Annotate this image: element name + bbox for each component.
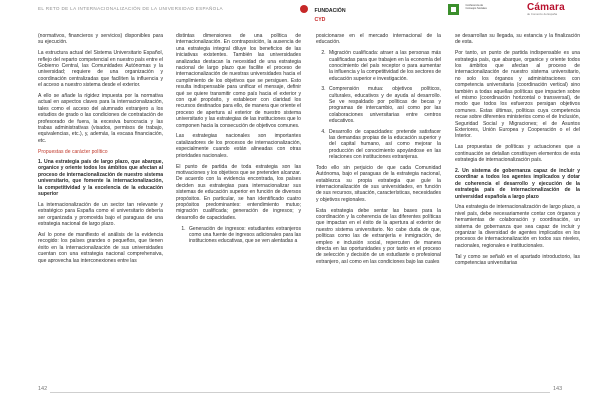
- paragraph: Las propuestas de políticas y actuaciones que a continuación se detallan constituyen elementos de esta estrategia de internacionalización país.: [455, 144, 580, 164]
- list-item: 3. Comprensión mutua: objetivos políticos, culturales, educativos y de ayuda al desarrollo. Se ve respaldado por políticas de becas y programas de intercambio, así como por las colaboraciones universitarias entre centros educativos.: [327, 86, 441, 124]
- list-item: 4. Desarrollo de capacidades: pretende satisfacer las demandas propias de la educación superior y del capital humano, así como mejorar la producción del conocimiento apoyándose en las relaciones con instituciones extranjeras.: [327, 129, 441, 161]
- page-header: [0, 0, 600, 28]
- camara-comercio-logo: [527, 2, 565, 16]
- consejos-sociales-label: Conferencia de Consejos Sociales: [465, 4, 487, 11]
- consejos-sociales-logo: [448, 4, 489, 22]
- list-item: 1. Generación de ingresos: estudiantes extranjeros como una fuente de ingresos adicionales para las instituciones educativas, que se ven alentadas a: [187, 226, 301, 245]
- paragraph: La internacionalización de un sector tan relevante y estratégico para España como el universitario debería ser organizada y promovida bajo el paraguas de una estrategia nacional de largo plazo.: [38, 201, 163, 228]
- right-page-column-2: [455, 33, 580, 388]
- right-page-column-1: [316, 33, 441, 388]
- paragraph: Una estrategia de internacionalización de largo plazo, a nivel país, debe necesariamente contar con órganos y herramientas de colaboración y coordinación, un sistema de gobernanza que sea capaz de incluir y organizar la diversidad de agentes implicados en los procesos de internacionalización en todos sus niveles, nacionales, regionales e institucionales.: [455, 204, 580, 249]
- list-item: 2. Migración cualificada: atraer a las personas más cualificadas para que trabajen en la economía del conocimiento del país receptor o para aumentar la influencia y la competitividad de los sectores de educación superior e investigación.: [327, 50, 441, 82]
- fundacion-label: FUNDACIÓN: [314, 8, 346, 14]
- page-number-left: 142: [38, 386, 48, 392]
- paragraph: La estructura actual del Sistema Universitario Español, reflejo del reparto competencial en nuestro país entre el Gobierno Central, las Comunidades Autónomas y la universidad; requiere de una organización y coordinación centralizadas que faciliten la influencia y el acceso a nuestro sistema desde el exterior.: [38, 50, 163, 89]
- left-page-column-1: [38, 33, 163, 388]
- paragraph: (normativos, financieros y servicios) disponibles para su ejecución.: [38, 33, 163, 46]
- footer-rule-left: [50, 392, 300, 393]
- footer-rule-right: [300, 392, 550, 393]
- camara-sublabel: de Comercio de España: [527, 12, 558, 16]
- paragraph: Tal y como se señaló en el apartado introductorio, las competencias universitarias: [455, 253, 580, 266]
- page-number-right: 143: [553, 386, 563, 392]
- paragraph: Así lo pone de manifiesto el análisis de la evidencia recogido: los países grandes o pequeños, que tienen éxito en la internacionalización de sus universidades cuentan con una estrategia nacional comprehensiva, que aprovecha las interconexiones entre las: [38, 231, 163, 264]
- consejos-sociales-mark-icon: [448, 4, 459, 15]
- fundacion-cyd-logo: [300, 5, 346, 23]
- proposal-title: 2. Un sistema de gobernanza capaz de incluir y coordinar a todos los agentes implicados y dotar de coherencia el desarrollo y ejecución de la estrategia país de internacionalización de la universidad española a largo plazo: [455, 167, 580, 200]
- paragraph: A ello se añade la rígidez impuesta por la normativa actual en aspectos claves para la internacionalización, tales como el acceso del alumnado extranjero a los estudios de grado o las condiciones de contratación de profesorado de fuera, la excesiva burocracia y las trabas administrativas (visados, permisos de trabajo, equivalencias, etc.), y, además, la escasa financiación, etc.: [38, 93, 163, 144]
- paragraph: El punto de partida de toda estrategia son las motivaciones y los objetivos que se pretenden alcanzar. De acuerdo con la evidencia encontrada, los países deciden sus estrategias para internacionalizar sus sistemas de educación superior en función de diversos propósitos. En particular, se han identificado cuatro propósitos predominantes: entendimiento mutuo; migración cualificada; generación de ingresos; y desarrollo de capacidades.: [176, 163, 301, 221]
- paragraph: Esta estrategia debe sentar las bases para la coordinación y la coherencia de las diferentes políticas que impactan en el éxito de la apertura al exterior de nuestro sistema universitario. No cabe duda de que, políticas como las de extranjería e inmigración, de empleo e inclusión social, repercuten de manera directa en las oportunidades y por tanto en el proceso de selección y decisión de un estudiante o profesional extranjero, así como en las condiciones bajo las cuales: [316, 207, 441, 265]
- paragraph: distintas dimensiones de una política de internacionalización. En contraposición, la ausencia de una estrategia integral diluye los beneficios de las iniciativas existentes. También las universidades analizadas destacan la necesidad de una estrategia nacional de largo plazo que facilite el proceso de internacionalización de nuestras universidades hacia el cumplimiento de los objetivos que se persiguen. Esto resulta indispensable para unificar el mensaje, definir qué se quiere transmitir como país hacia el exterior y con qué propósito, y establecer con claridad los recursos destinados para ello, de manera que oriente el proceso de apertura al exterior de nuestro sistema universitario y las estrategias de las instituciones que lo componen hacia la consecución de objetivos comunes.: [176, 33, 301, 129]
- paragraph: se desarrollan su llegada, su estancia y la finalización de esta.: [455, 33, 580, 46]
- fundacion-cyd-mark-icon: [300, 5, 308, 13]
- paragraph: posicionarse en el mercado internacional de la educación.: [316, 33, 441, 46]
- cyd-label: CYD: [314, 17, 326, 23]
- section-heading: Propuestas de carácter político: [38, 148, 108, 155]
- purposes-list: [176, 226, 301, 245]
- paragraph: Por tanto, un punto de partida indispensable es una estrategia país, que abarque, organice y oriente todos los ámbitos que afectan al proceso de internacionalización de nuestro sistema universitario, no solo los órganos y administraciones con competencia universitaria (coordinación vertical) sino también a todas aquellas políticas que impacten sobre el mismo (coordinación horizontal o transversal), de modo que todos los esfuerzos persigan objetivos comunes. Estas últimas, políticas cuya competencia recae sobre diferentes ministerios como el de Inclusión, Seguridad Social y Migraciones; el de Asuntos Exteriores, Unión Europea y Cooperación o el del Interior.: [455, 50, 580, 140]
- proposal-title: 1. Una estrategia país de largo plazo, que abarque, organice y oriente todos los ámbitos que afectan al proceso de internacionalización de nuestro sistema universitario, que fomente la internacionalización, la competitividad y la excelencia de la educación superior: [38, 159, 163, 198]
- running-header-title: EL RETO DE LA INTERNACIONALIZACIÓN DE LA UNIVERSIDAD ESPAÑOLA: [38, 6, 223, 11]
- left-page-column-2: [176, 33, 301, 388]
- purposes-list-continued: [316, 50, 441, 161]
- camara-label: Cámara: [527, 2, 565, 13]
- paragraph: Las estrategias nacionales son importantes catalizadores de los procesos de internacionalización, especialmente cuando están alineadas con otras prioridades nacionales.: [176, 133, 301, 159]
- paragraph: Todo ello sin perjuicio de que cada Comunidad Autónoma, bajo el paraguas de la estrategia nacional, establezca su propia estrategia que guíe la internacionalización de sus universidades, en función de sus recursos, situación, características, necesidades y objetivos regionales.: [316, 164, 441, 203]
